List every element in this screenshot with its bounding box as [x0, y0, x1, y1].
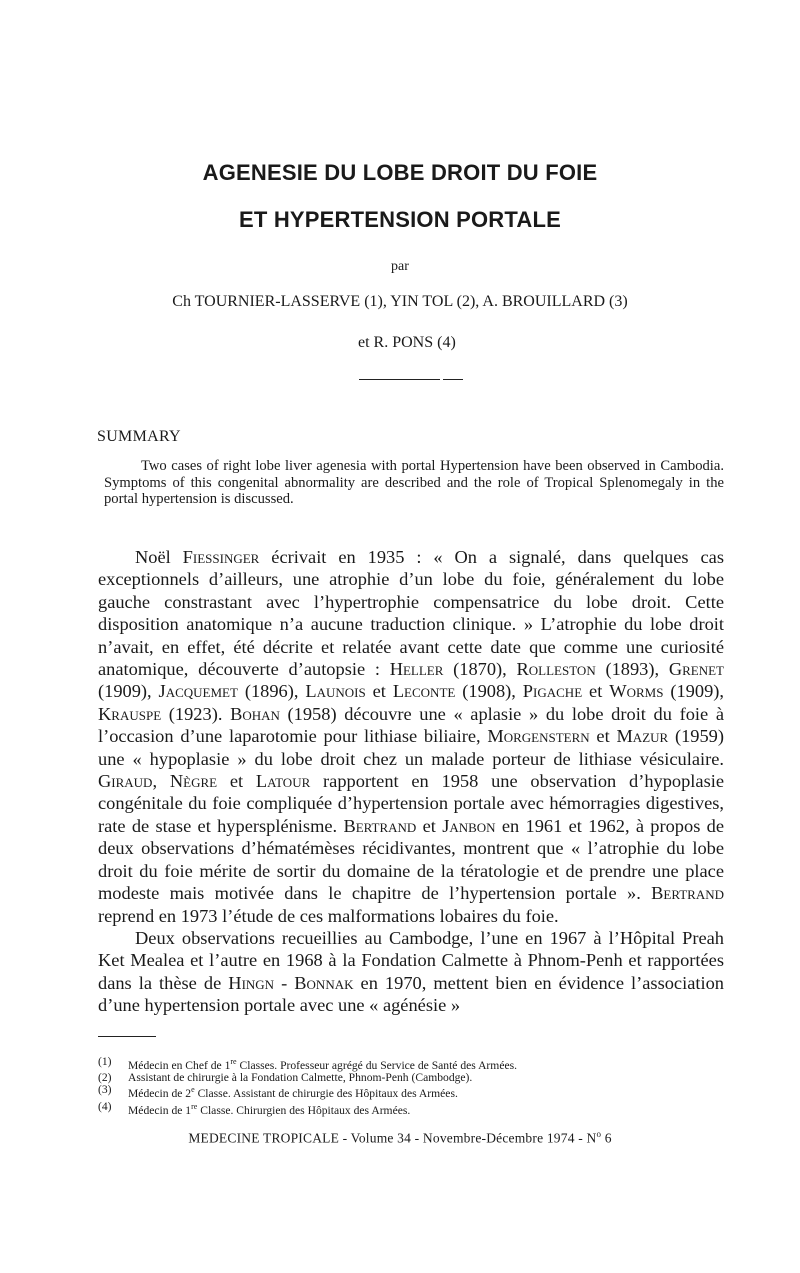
- body-text: (1893),: [595, 659, 669, 680]
- body-text: (1909),: [663, 681, 724, 702]
- author-name: Rolleston: [516, 659, 596, 680]
- body-text: (1923).: [161, 703, 231, 724]
- body-text: et: [365, 681, 393, 702]
- author-name: Krauspe: [98, 703, 162, 724]
- author-name: Jacquemet: [158, 681, 238, 702]
- body-text: (1896),: [237, 681, 306, 702]
- body-paragraph-2: [98, 927, 724, 1017]
- body-paragraph-1: [98, 546, 724, 927]
- body-text: (1959) une « hypoplasie » du lobe droit chez un malade porteur de lithiase vésiculaire.: [98, 726, 724, 769]
- author-name: Hingn: [228, 972, 275, 993]
- title-separator-rule-short: [443, 379, 463, 380]
- body-text: en 1970, mettent bien en évidence l’association d’une hypertension portale avec une « agénésie »: [98, 972, 724, 1016]
- body-text: et: [416, 815, 443, 836]
- body-text: reprend en 1973 l’étude de ces malformations lobaires du foie.: [98, 905, 559, 926]
- body-text: Noël: [135, 547, 183, 567]
- author-name: Giraud: [98, 771, 153, 792]
- author-name: Bohan: [230, 703, 280, 724]
- summary-text: [104, 458, 724, 508]
- body-text: rapportent en 1958 une observation d’hypoplasie congénitale du foie compliquée d’hypertension portale avec hémorragies digestives, rate de stase et hypersplénisme.: [98, 771, 725, 836]
- article-title-line-1: AGENESIE DU LOBE DROIT DU FOIE: [202, 160, 598, 185]
- journal-footer: MEDECINE TROPICALE - Volume 34 - Novembre-Décembre $1974 - N^o$ 6: [188, 1129, 612, 1146]
- authors-line-1: Ch TOURNIER-LASSERVE (1), YIN TOL (2), A. BROUILLARD (3): [172, 293, 628, 310]
- body-text: -: [274, 972, 295, 993]
- author-name: Pigache: [522, 681, 583, 702]
- body-text: et: [589, 726, 617, 747]
- article-body: [98, 546, 724, 1017]
- author-name: Janbon: [442, 815, 496, 836]
- footnote-item: (2) Assistant de chirurgie à la Fondation Calmette, Phnom-Penh (Cambodge).: [98, 1071, 473, 1085]
- body-text: écrivait en 1935 : « On a signalé, dans quelques cas exceptionnels d’ailleurs, une atrophie d’un lobe du foie, généralement du lobe gauche constrastant avec l’hypertrophie compensatrice du lobe droit. Cette disposition anatomique n’a aucune traduction clinique. » L’atrophie du lobe droit n’avait, en effet, été décrite et relatée avant cette date que comme une curiosité anatomique, découverte d’autopsie :: [98, 547, 724, 680]
- summary-body-text: Two cases of right lobe liver agenesia with portal Hypertension have been observed in Cambodia. Symptoms of this congenital abnormality are described and the role of Tropical Splenomegaly in the portal hypertension is discussed.: [104, 458, 724, 507]
- summary-heading: SUMMARY: [97, 428, 181, 445]
- body-text: et: [217, 771, 256, 792]
- footnote-item: (1) Médecin en Chef de 1re Classes. Professeur agrégé du Service de Santé des Armées.: [98, 1055, 518, 1072]
- footnote-rule: [98, 1036, 156, 1037]
- author-name: Launois: [305, 681, 366, 702]
- body-text: (1908),: [455, 681, 523, 702]
- author-name: Bertrand: [651, 883, 724, 904]
- author-name: Latour: [255, 771, 311, 792]
- author-name: Mazur: [616, 726, 669, 747]
- author-name: Grenet: [668, 659, 724, 680]
- authors-line-2: et R. PONS (4): [358, 334, 456, 351]
- body-text: en 1961 et 1962, à propos de deux observations d’hématémèses récidivantes, montrent que « l’atrophie du lobe droit du foie mérite de sortir du domaine de la tératologie et de prendre une place modeste mais motivée dans le chapitre de l’hypertension portale ».: [98, 815, 725, 904]
- author-name: Heller: [389, 659, 444, 680]
- author-name: Fiessinger: [182, 547, 260, 567]
- author-name: Morgenstern: [487, 726, 590, 747]
- byline: par: [391, 259, 409, 274]
- body-text: (1909),: [98, 681, 159, 702]
- author-name: Bonnak: [294, 972, 354, 993]
- footnote-item: (4) Médecin de 1re Classe. Chirurgien des Hôpitaux des Armées.: [98, 1099, 411, 1117]
- footnote-item: (3) Médecin de 2e Classe. Assistant de chirurgie des Hôpitaux des Armées.: [98, 1083, 458, 1101]
- footnotes: [98, 1056, 698, 1117]
- body-text: Deux observations recueillies au Cambodge, l’une en 1967 à l’Hôpital Preah Ket Mealea et l’autre en 1968 à la Fondation Calmette à Phnom-Penh et rapportées dans la thèse de: [98, 927, 724, 993]
- title-separator-rule: [359, 379, 440, 380]
- body-text: (1958) découvre une « aplasie » du lobe droit du foie à l’occasion d’une laparotomie pour lithiase biliaire,: [98, 703, 724, 747]
- author-name: Nègre: [169, 771, 218, 792]
- author-name: Leconte: [392, 681, 456, 702]
- article-title-line-2: ET HYPERTENSION PORTALE: [239, 207, 561, 232]
- author-name: Worms: [609, 681, 664, 702]
- author-name: Bertrand: [343, 815, 417, 836]
- body-text: ,: [152, 771, 170, 792]
- body-text: et: [582, 681, 610, 702]
- body-text: (1870),: [443, 659, 517, 680]
